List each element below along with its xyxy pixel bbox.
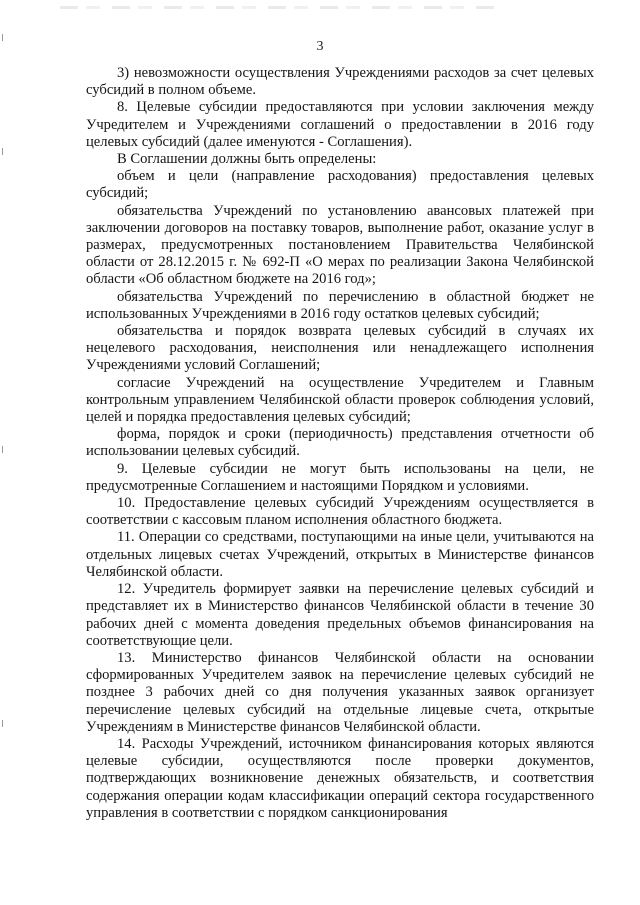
document-body [86, 65, 594, 822]
scan-header-artifact [60, 6, 500, 9]
scan-margin-mark [2, 446, 3, 453]
page-number: 3 [316, 39, 324, 54]
paragraph: 11. Операции со средствами, поступающими на иные цели, учитываются на отдельных лицевых счетах Учреждений, открытых в Министерстве финансов Челябинской области. [86, 529, 594, 580]
scan-margin-mark [2, 148, 3, 155]
paragraph: обязательства и порядок возврата целевых субсидий в случаях их нецелевого расходования, неисполнения или ненадлежащего исполнения Учреждениями условий Соглашений; [86, 323, 594, 374]
scan-margin-mark [2, 720, 3, 727]
paragraph: 9. Целевые субсидии не могут быть использованы на цели, не предусмотренные Соглашением и настоящими Порядком и условиями. [86, 460, 594, 494]
paragraph: форма, порядок и сроки (периодичность) представления отчетности об использовании целевых субсидий. [86, 426, 594, 460]
paragraph: В Соглашении должны быть определены: [117, 151, 377, 168]
paragraph: 8. Целевые субсидии предоставляются при условии заключения между Учредителем и Учреждениями соглашений о предоставлении в 2016 году целевых субсидий (далее именуются - Соглашения). [86, 99, 594, 150]
paragraph: обязательства Учреждений по перечислению в областной бюджет не использованных Учреждениями в 2016 году остатков целевых субсидий; [86, 288, 594, 322]
paragraph: согласие Учреждений на осуществление Учредителем и Главным контрольным управлением Челябинской области проверок соблюдения условий, целей и порядка предоставления целевых субсидий; [86, 374, 594, 426]
paragraph: 3) невозможности осуществления Учреждениями расходов за счет целевых субсидий в полном объеме. [86, 65, 594, 99]
paragraph: обязательства Учреждений по установлению авансовых платежей при заключении договоров на поставку товаров, выполнение работ, оказание услуг в размерах, предусмотренных постановлением Правительства Челябинской области от 28.12.2015 г. № 692-П «О мерах по реализации Закона Челябинской области «Об областном бюджете на 2016 год»; [86, 202, 594, 288]
paragraph: объем и цели (направление расходования) предоставления целевых субсидий; [86, 168, 594, 202]
paragraph: 12. Учредитель формирует заявки на перечисление целевых субсидий и представляет их в Министерство финансов Челябинской области в течение 30 рабочих дней с момента доведения предельных объемов финансирования на соответствующие цели. [86, 581, 594, 649]
paragraph: 13. Министерство финансов Челябинской области на основании сформированных Учредителем заявок на перечисление целевых субсидий не позднее 3 рабочих дней со дня получения указанных заявок организует перечисление целевых субсидий на отдельные лицевые счета, открытые Учреждениям в Министерстве финансов Челябинской области. [86, 649, 594, 735]
paragraph: 10. Предоставление целевых субсидий Учреждениям осуществляется в соответствии с кассовым планом исполнения областного бюджета. [86, 495, 594, 529]
paragraph: 14. Расходы Учреждений, источником финансирования которых являются целевые субсидии, осуществляются после проверки документов, подтверждающих возникновение денежных обязательств, и соответствия содержания операции кодам классификации операций сектора государственного управления в соответствии с порядком санкционирования [86, 735, 594, 821]
